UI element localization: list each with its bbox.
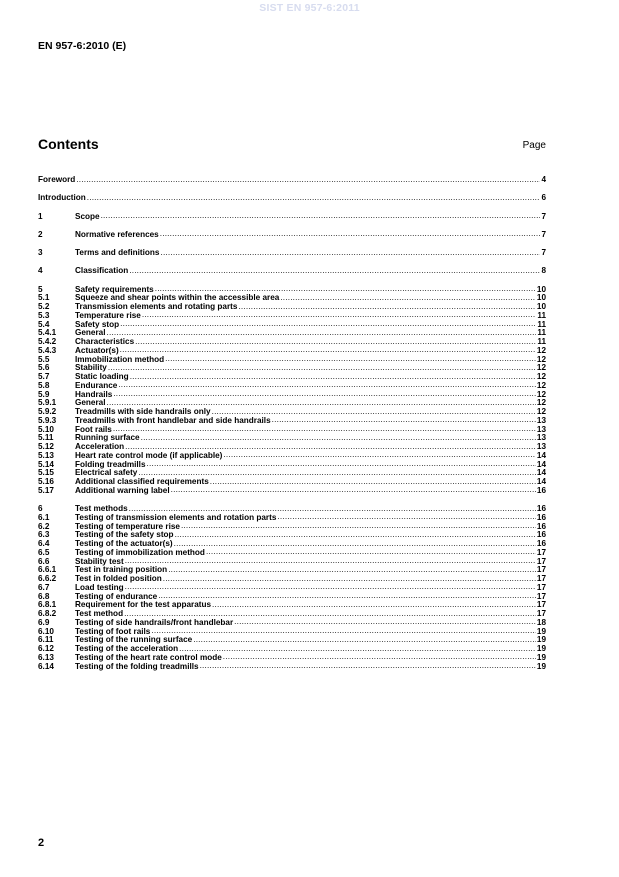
toc-entry-number: 5.4.3 bbox=[38, 345, 57, 355]
toc-entry-page: 19 bbox=[536, 644, 546, 653]
contents-title: Contents bbox=[38, 136, 99, 152]
dot-leader bbox=[175, 531, 536, 540]
dot-leader bbox=[129, 505, 536, 514]
toc-entry-title: Classification bbox=[75, 266, 129, 276]
toc-entry-page: 17 bbox=[536, 591, 546, 601]
toc-entry-page: 16 bbox=[536, 485, 546, 495]
dot-leader bbox=[168, 566, 536, 575]
toc-entry-number: 5.4.1 bbox=[38, 328, 57, 338]
toc-entry-number: 5.15 bbox=[38, 468, 54, 478]
toc-entry[interactable] bbox=[38, 194, 546, 203]
dot-leader bbox=[193, 636, 536, 645]
dot-leader bbox=[155, 285, 536, 294]
toc-entry-number: 5.16 bbox=[38, 477, 54, 486]
toc-entry-page: 10 bbox=[536, 293, 546, 303]
dot-leader bbox=[76, 176, 540, 185]
toc-entry-page: 13 bbox=[536, 415, 546, 425]
toc-entry-page: 17 bbox=[536, 574, 546, 583]
toc-entry-title: Testing of endurance bbox=[75, 591, 158, 601]
toc-entry[interactable] bbox=[38, 213, 546, 222]
toc-entry-title: Test methods bbox=[75, 504, 128, 513]
table-of-contents bbox=[38, 176, 546, 671]
toc-entry-title: Additional warning label bbox=[75, 485, 170, 495]
toc-entry-title: Treadmills with front handlebar and side handrails bbox=[75, 415, 271, 425]
toc-entry[interactable] bbox=[38, 487, 546, 496]
dot-leader bbox=[113, 425, 536, 434]
toc-entry-number: 6.6.2 bbox=[38, 574, 57, 583]
toc-entry-number: 6.9 bbox=[38, 617, 50, 627]
toc-entry-title: Immobilization method bbox=[75, 354, 165, 364]
toc-entry-page: 12 bbox=[536, 345, 546, 355]
toc-entry-number: 5.8 bbox=[38, 380, 50, 390]
toc-entry-number: 6.4 bbox=[38, 539, 50, 548]
toc-entry-page: 12 bbox=[536, 407, 546, 416]
toc-entry[interactable] bbox=[38, 249, 546, 258]
toc-entry-number: 6.8.2 bbox=[38, 609, 57, 618]
dot-leader bbox=[277, 513, 536, 522]
dot-leader bbox=[135, 338, 536, 347]
toc-entry-title: Electrical safety bbox=[75, 468, 138, 478]
toc-entry-number: 6 bbox=[38, 504, 43, 513]
toc-entry-number: 6.2 bbox=[38, 521, 50, 531]
dot-leader bbox=[130, 373, 536, 382]
toc-entry-page: 19 bbox=[536, 635, 546, 645]
toc-entry-title: Running surface bbox=[75, 433, 140, 443]
dot-leader bbox=[125, 443, 536, 452]
dot-leader bbox=[107, 329, 537, 338]
page-number: 2 bbox=[38, 837, 45, 849]
dot-leader bbox=[223, 653, 536, 662]
toc-entry-number: 5.17 bbox=[38, 485, 54, 495]
dot-leader bbox=[174, 540, 536, 549]
toc-entry-page: 17 bbox=[536, 609, 546, 618]
toc-entry-page: 18 bbox=[536, 617, 546, 627]
toc-entry-page: 16 bbox=[536, 521, 546, 531]
toc-entry-title: Folding treadmills bbox=[75, 459, 146, 469]
toc-entry-title: Load testing bbox=[75, 582, 124, 592]
toc-entry-number: 6.7 bbox=[38, 582, 50, 592]
dot-leader bbox=[125, 583, 536, 592]
toc-entry-number: 5.12 bbox=[38, 442, 54, 451]
toc-entry-title: Testing of temperature rise bbox=[75, 521, 180, 531]
toc-entry-title: Heart rate control mode (if applicable) bbox=[75, 450, 223, 460]
toc-entry-title: Static loading bbox=[75, 372, 129, 381]
toc-entry-number: 6.3 bbox=[38, 530, 50, 540]
dot-leader bbox=[223, 451, 535, 460]
toc-entry-page: 8 bbox=[541, 266, 546, 276]
toc-entry-title: Treadmills with side handrails only bbox=[75, 407, 211, 416]
toc-entry-number: 6.1 bbox=[38, 512, 50, 522]
toc-entry-title: Temperature rise bbox=[75, 310, 141, 320]
watermark: SIST EN 957-6:2011 bbox=[259, 2, 360, 14]
dot-leader bbox=[181, 522, 536, 531]
toc-entry-title: Stability test bbox=[75, 556, 124, 566]
toc-entry-number: 6.8 bbox=[38, 591, 50, 601]
toc-entry[interactable] bbox=[38, 267, 546, 276]
toc-entry-title: Testing of side handrails/front handlebar bbox=[75, 617, 234, 627]
toc-entry-number: 6.12 bbox=[38, 644, 54, 653]
toc-entry-number: 5.3 bbox=[38, 310, 50, 320]
toc-entry-number: 5.13 bbox=[38, 450, 54, 460]
toc-entry-title: Handrails bbox=[75, 389, 113, 399]
dot-leader bbox=[118, 381, 536, 390]
dot-leader bbox=[206, 548, 536, 557]
toc-entry-title: Testing of the running surface bbox=[75, 635, 193, 645]
toc-entry-page: 14 bbox=[536, 477, 546, 486]
toc-entry-page: 17 bbox=[536, 600, 546, 610]
toc-entry-title: General bbox=[75, 398, 106, 408]
toc-entry-title: Test in training position bbox=[75, 565, 168, 575]
toc-entry-page: 12 bbox=[536, 380, 546, 390]
toc-entry-page: 6 bbox=[541, 193, 546, 203]
toc-entry-page: 16 bbox=[536, 504, 546, 513]
toc-entry-number: 5.14 bbox=[38, 459, 54, 469]
toc-entry-number: 6.5 bbox=[38, 547, 50, 557]
toc-entry-title: Transmission elements and rotating parts bbox=[75, 302, 238, 311]
toc-entry-number: 5.7 bbox=[38, 372, 50, 381]
dot-leader bbox=[147, 460, 536, 469]
toc-entry-page: 16 bbox=[536, 512, 546, 522]
dot-leader bbox=[212, 601, 536, 610]
toc-entry[interactable] bbox=[38, 176, 546, 185]
toc-entry-number: 5.5 bbox=[38, 354, 50, 364]
toc-entry-number: 6.6 bbox=[38, 556, 50, 566]
dot-leader bbox=[138, 469, 536, 478]
toc-entry-title: Testing of the folding treadmills bbox=[75, 661, 199, 671]
dot-leader bbox=[165, 355, 536, 364]
standard-id: EN 957-6:2010 (E) bbox=[38, 40, 127, 52]
dot-leader bbox=[108, 364, 536, 373]
toc-entry-number: 6.13 bbox=[38, 652, 54, 662]
toc-entry-number: 6.14 bbox=[38, 661, 54, 671]
toc-entry-page: 14 bbox=[536, 468, 546, 478]
toc-entry-title: Actuator(s) bbox=[75, 345, 119, 355]
toc-entry-page: 17 bbox=[536, 582, 546, 592]
toc-entry-page: 12 bbox=[536, 398, 546, 408]
toc-entry-number: 5.4.2 bbox=[38, 337, 57, 346]
toc-entry-page: 17 bbox=[536, 556, 546, 566]
toc-entry-title: Test method bbox=[75, 609, 124, 618]
dot-leader bbox=[87, 194, 541, 203]
dot-leader bbox=[141, 434, 536, 443]
dot-leader bbox=[160, 249, 540, 258]
toc-entry-number: 6.10 bbox=[38, 626, 54, 636]
dot-leader bbox=[124, 610, 536, 619]
toc-entry-title: Test in folded position bbox=[75, 574, 162, 583]
toc-entry-page: 13 bbox=[536, 433, 546, 443]
toc-entry-title: Foot rails bbox=[75, 424, 112, 434]
dot-leader bbox=[125, 557, 536, 566]
toc-entry-page: 7 bbox=[541, 211, 546, 221]
page-column-label: Page bbox=[522, 140, 546, 151]
dot-leader bbox=[120, 320, 536, 329]
dot-leader bbox=[171, 486, 536, 495]
toc-entry-title: Acceleration bbox=[75, 442, 125, 451]
dot-leader bbox=[120, 346, 536, 355]
toc-entry-title: Foreword bbox=[38, 175, 76, 184]
toc-entry-title: Testing of immobilization method bbox=[75, 547, 205, 557]
toc-entry-number: 5.11 bbox=[38, 433, 54, 443]
toc-entry-number: 5.9 bbox=[38, 389, 50, 399]
toc-entry-number: 5.9.3 bbox=[38, 415, 57, 425]
toc-entry-title: Stability bbox=[75, 363, 107, 373]
toc-entry-page: 11 bbox=[537, 328, 546, 338]
toc-entry-number: 5.1 bbox=[38, 293, 50, 303]
dot-leader bbox=[163, 575, 536, 584]
toc-entry-title: Testing of foot rails bbox=[75, 626, 151, 636]
toc-entry-page: 17 bbox=[536, 565, 546, 575]
toc-entry-title: Testing of the heart rate control mode bbox=[75, 652, 222, 662]
dot-leader bbox=[160, 230, 541, 239]
toc-entry-title: Testing of the acceleration bbox=[75, 644, 179, 653]
dot-leader bbox=[238, 303, 535, 312]
dot-leader bbox=[129, 267, 540, 276]
dot-leader bbox=[142, 311, 537, 320]
toc-entry-title: Scope bbox=[75, 211, 100, 221]
toc-entry-page: 12 bbox=[536, 354, 546, 364]
toc-entry-number: 5.10 bbox=[38, 424, 54, 434]
dot-leader bbox=[210, 478, 536, 487]
toc-entry-title: Safety requirements bbox=[75, 284, 154, 294]
toc-entry-title: Additional classified requirements bbox=[75, 477, 209, 486]
toc-entry-page: 19 bbox=[536, 626, 546, 636]
toc-entry-page: 10 bbox=[536, 302, 546, 311]
toc-entry-page: 12 bbox=[536, 372, 546, 381]
toc-entry-title: Testing of the actuator(s) bbox=[75, 539, 173, 548]
toc-entry-number: 5.6 bbox=[38, 363, 50, 373]
toc-entry-page: 4 bbox=[541, 175, 546, 184]
toc-entry-page: 13 bbox=[536, 442, 546, 451]
toc-entry-number: 1 bbox=[38, 211, 43, 221]
toc-entry-page: 19 bbox=[536, 661, 546, 671]
toc-entry-page: 16 bbox=[536, 530, 546, 540]
toc-entry-title: Introduction bbox=[38, 193, 86, 203]
toc-entry-page: 11 bbox=[537, 310, 546, 320]
toc-entry-page: 17 bbox=[536, 547, 546, 557]
toc-entry-number: 6.11 bbox=[38, 635, 54, 645]
toc-entry-title: General bbox=[75, 328, 106, 338]
toc-entry-page: 14 bbox=[536, 459, 546, 469]
dot-leader bbox=[234, 618, 536, 627]
toc-entry-title: Testing of the safety stop bbox=[75, 530, 174, 540]
dot-leader bbox=[158, 592, 536, 601]
toc-entry-number: 5 bbox=[38, 284, 43, 294]
toc-entry[interactable] bbox=[38, 231, 546, 240]
dot-leader bbox=[272, 416, 536, 425]
toc-entry-title: Squeeze and shear points within the accessible area bbox=[75, 293, 280, 303]
toc-entry-page: 19 bbox=[536, 652, 546, 662]
toc-entry-page: 13 bbox=[536, 424, 546, 434]
toc-entry-title: Normative references bbox=[75, 229, 159, 239]
toc-entry-page: 7 bbox=[541, 229, 546, 239]
dot-leader bbox=[179, 645, 536, 654]
toc-entry-title: Safety stop bbox=[75, 319, 120, 329]
toc-entry-number: 6.8.1 bbox=[38, 600, 57, 610]
toc-entry-page: 7 bbox=[541, 248, 546, 257]
toc-entry-page: 16 bbox=[536, 539, 546, 548]
toc-entry-page: 12 bbox=[536, 363, 546, 373]
toc-entry-number: 3 bbox=[38, 248, 43, 257]
toc-entry-page: 11 bbox=[537, 319, 546, 329]
dot-leader bbox=[107, 399, 536, 408]
toc-entry-number: 5.9.1 bbox=[38, 398, 57, 408]
dot-leader bbox=[212, 408, 536, 417]
toc-entry-title: Terms and definitions bbox=[75, 248, 160, 257]
toc-entry-number: 5.2 bbox=[38, 302, 50, 311]
toc-entry-title: Characteristics bbox=[75, 337, 135, 346]
toc-entry-number: 2 bbox=[38, 229, 43, 239]
toc-entry-title: Testing of transmission elements and rotation parts bbox=[75, 512, 277, 522]
toc-entry-page: 11 bbox=[537, 337, 546, 346]
dot-leader bbox=[151, 627, 536, 636]
toc-entry-page: 14 bbox=[536, 450, 546, 460]
toc-entry-number: 5.9.2 bbox=[38, 407, 57, 416]
toc-entry-page: 10 bbox=[536, 284, 546, 294]
toc-entry[interactable] bbox=[38, 663, 546, 672]
dot-leader bbox=[280, 294, 536, 303]
toc-entry-number: 5.4 bbox=[38, 319, 50, 329]
dot-leader bbox=[113, 390, 536, 399]
toc-entry-title: Endurance bbox=[75, 380, 118, 390]
toc-entry-number: 4 bbox=[38, 266, 43, 276]
dot-leader bbox=[101, 212, 541, 221]
toc-entry-title: Requirement for the test apparatus bbox=[75, 600, 212, 610]
toc-entry-page: 12 bbox=[536, 389, 546, 399]
toc-entry-number: 6.6.1 bbox=[38, 565, 57, 575]
dot-leader bbox=[200, 662, 536, 671]
